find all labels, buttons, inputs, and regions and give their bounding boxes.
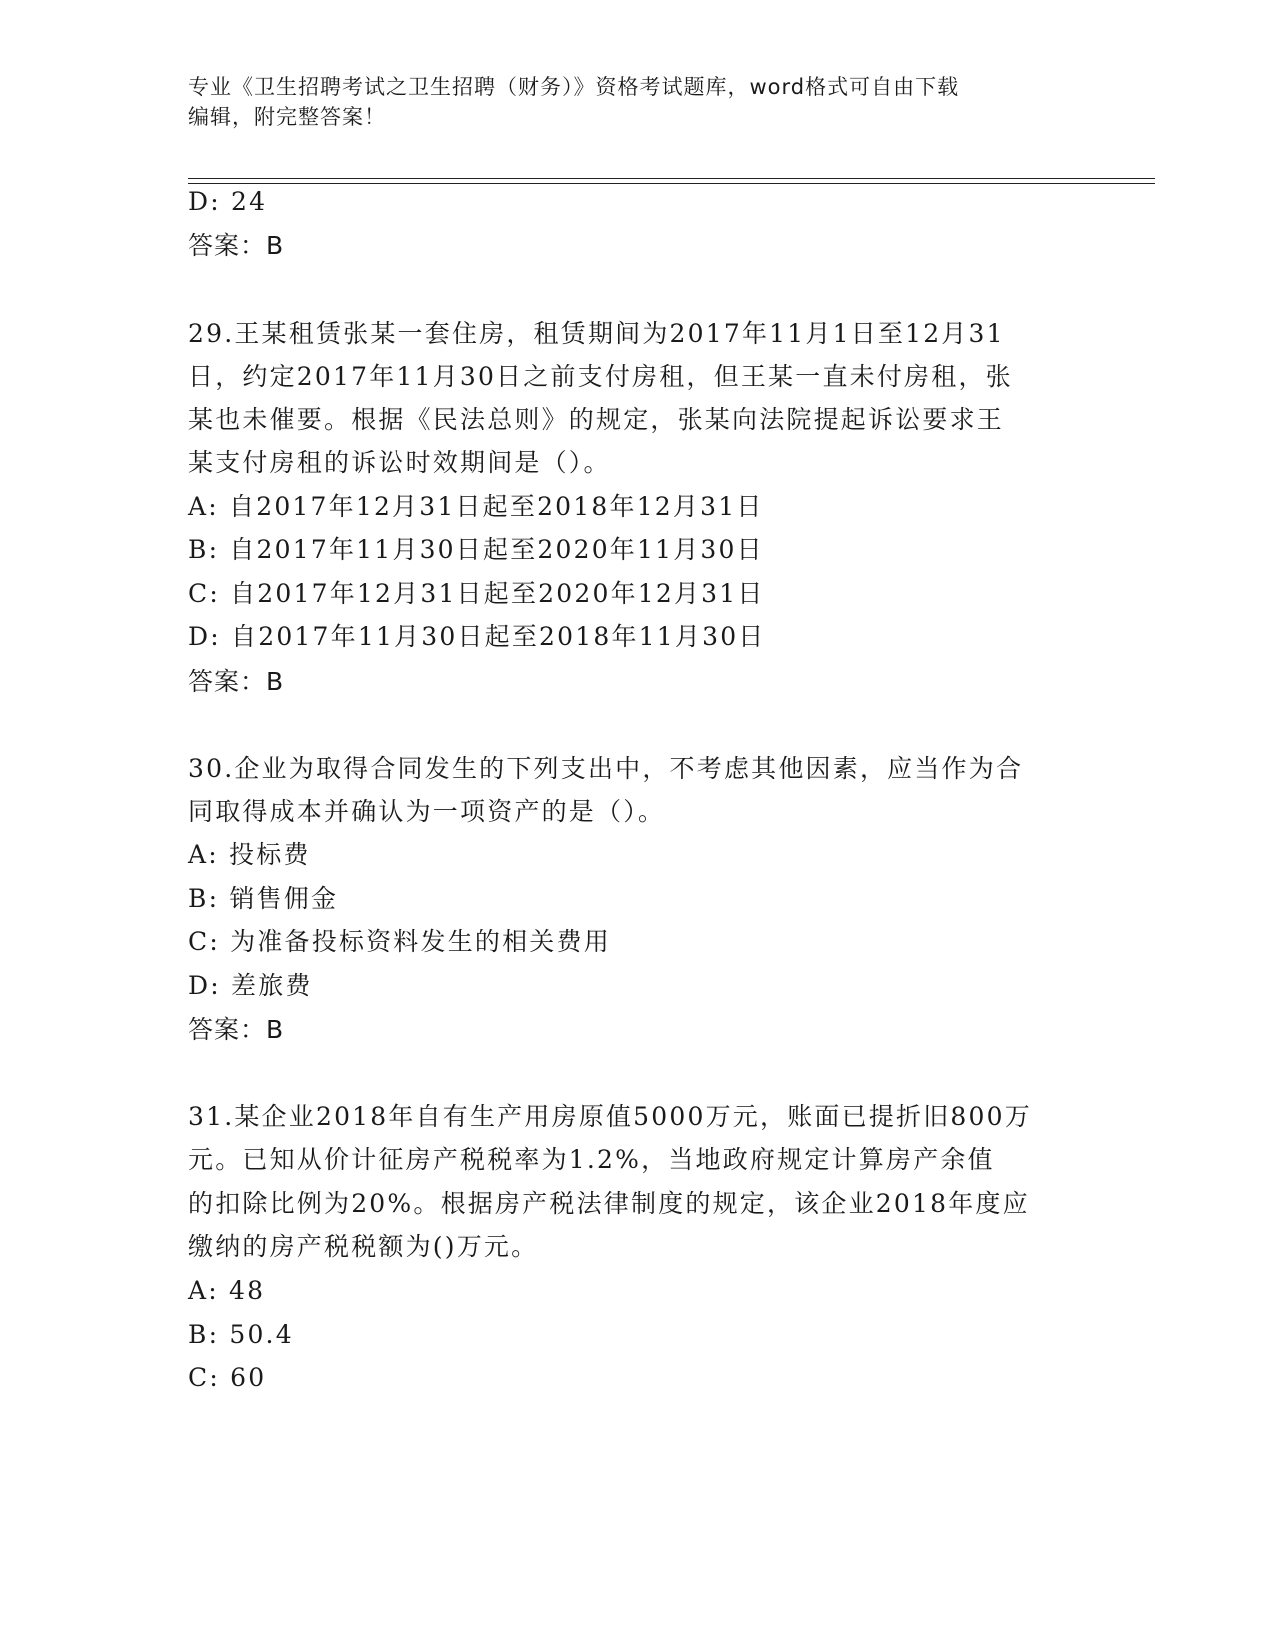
question-31-line-2: 元。已知从价计征房产税税率为1.2%，当地政府规定计算房产余值 xyxy=(188,1145,995,1174)
option-d: D: 24 xyxy=(188,187,268,216)
question-29-line-2: 日，约定2017年11月30日之前支付房租，但王某一直未付房租，张 xyxy=(188,362,1013,391)
question-31-line-3: 的扣除比例为20%。根据房产税法律制度的规定，该企业2018年度应 xyxy=(188,1189,1030,1218)
question-29-line-1: 29.王某租赁张某一套住房，租赁期间为2017年11月1日至12月31 xyxy=(188,319,1005,348)
header-line-2: 编辑，附完整答案！ xyxy=(188,105,386,129)
question-30-answer: 答案：B xyxy=(188,1015,285,1044)
question-31-option-a: A: 48 xyxy=(188,1276,266,1305)
question-31-option-b: B: 50.4 xyxy=(188,1320,294,1349)
question-29-option-a: A: 自2017年12月31日起至2018年12月31日 xyxy=(188,492,764,521)
answer: 答案：B xyxy=(188,231,285,260)
question-30-option-c: C: 为准备投标资料发生的相关费用 xyxy=(188,927,611,956)
question-30-line-1: 30.企业为取得合同发生的下列支出中，不考虑其他因素，应当作为合 xyxy=(188,754,1024,783)
question-29-line-4: 某支付房租的诉讼时效期间是（）。 xyxy=(188,448,611,477)
question-30-option-a: A: 投标费 xyxy=(188,840,311,869)
question-29-option-c: C: 自2017年12月31日起至2020年12月31日 xyxy=(188,579,765,608)
question-30-option-b: B: 销售佣金 xyxy=(188,884,339,913)
header-divider-bottom xyxy=(188,183,1155,184)
question-30-option-d: D: 差旅费 xyxy=(188,971,313,1000)
question-31-line-1: 31.某企业2018年自有生产用房原值5000万元，账面已提折旧800万 xyxy=(188,1102,1032,1131)
header-divider-top xyxy=(188,178,1155,179)
document-header xyxy=(188,72,1068,132)
question-30-line-2: 同取得成本并确认为一项资产的是（）。 xyxy=(188,797,666,826)
question-31-line-4: 缴纳的房产税税额为()万元。 xyxy=(188,1232,539,1261)
header-line-1: 专业《卫生招聘考试之卫生招聘（财务）》资格考试题库，word格式可自由下载 xyxy=(188,75,960,99)
question-29-option-d: D: 自2017年11月30日起至2018年11月30日 xyxy=(188,622,766,651)
question-31-option-c: C: 60 xyxy=(188,1363,267,1392)
question-29-answer: 答案：B xyxy=(188,667,285,696)
question-29-option-b: B: 自2017年11月30日起至2020年11月30日 xyxy=(188,535,764,564)
question-29-line-3: 某也未催要。根据《民法总则》的规定，张某向法院提起诉讼要求王 xyxy=(188,405,1005,434)
